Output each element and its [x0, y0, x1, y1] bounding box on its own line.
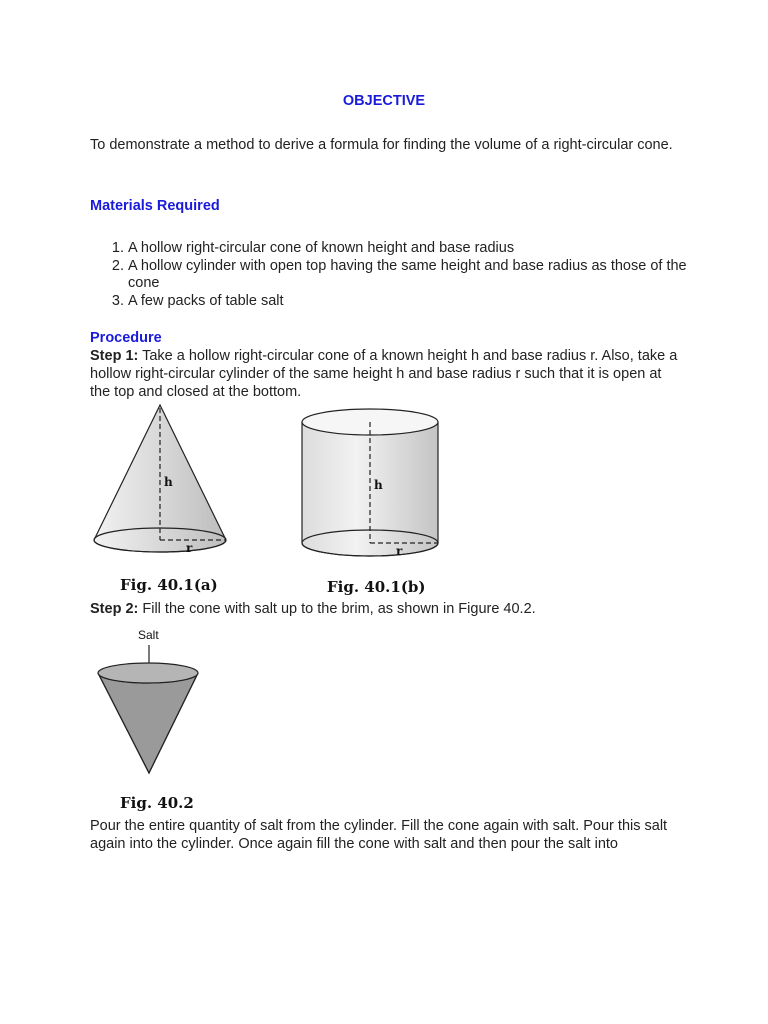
step1-label: Step 1:	[90, 348, 139, 364]
step1-paragraph	[90, 347, 680, 401]
materials-list	[90, 240, 688, 310]
page-title: OBJECTIVE	[342, 93, 426, 109]
pour-paragraph: Pour the entire quantity of salt from the cylinder. Fill the cone again with salt. Pour this salt again into the cylinder. Once again fill the cone with salt and then pour the salt into	[90, 818, 668, 852]
list-item: 2. A hollow cylinder with open top having the same height and base radius as those of the cone	[128, 258, 688, 293]
salt-cone-figure	[94, 625, 204, 780]
figure-caption: Fig. 40.2	[120, 794, 194, 812]
figure-caption: Fig. 40.1(b)	[327, 578, 426, 596]
step2-paragraph	[90, 600, 680, 618]
height-label: h	[164, 475, 173, 489]
list-item: 1. A hollow right-circular cone of known height and base radius	[128, 240, 688, 258]
radius-label: r	[186, 541, 193, 555]
salt-label: Salt	[138, 628, 159, 642]
step2-text: Fill the cone with salt up to the brim, as shown in Figure 40.2.	[138, 601, 536, 617]
step1-text: Take a hollow right-circular cone of a known height h and base radius r. Also, take a hollow right-circular cylinder of the same height h and base radius r such that it is open at the top and closed at the bottom.	[90, 348, 678, 400]
list-item: 3. A few packs of table salt	[128, 293, 688, 311]
height-label: h	[374, 478, 383, 492]
cone-figure	[90, 402, 235, 562]
radius-label: r	[396, 544, 403, 558]
materials-heading: Materials Required	[90, 198, 220, 214]
objective-text: To demonstrate a method to derive a formula for finding the volume of a right-circular cone.	[90, 137, 673, 153]
cylinder-figure	[298, 400, 442, 565]
procedure-heading: Procedure	[90, 330, 162, 346]
figure-caption: Fig. 40.1(a)	[120, 576, 218, 594]
step2-label: Step 2:	[90, 601, 139, 617]
